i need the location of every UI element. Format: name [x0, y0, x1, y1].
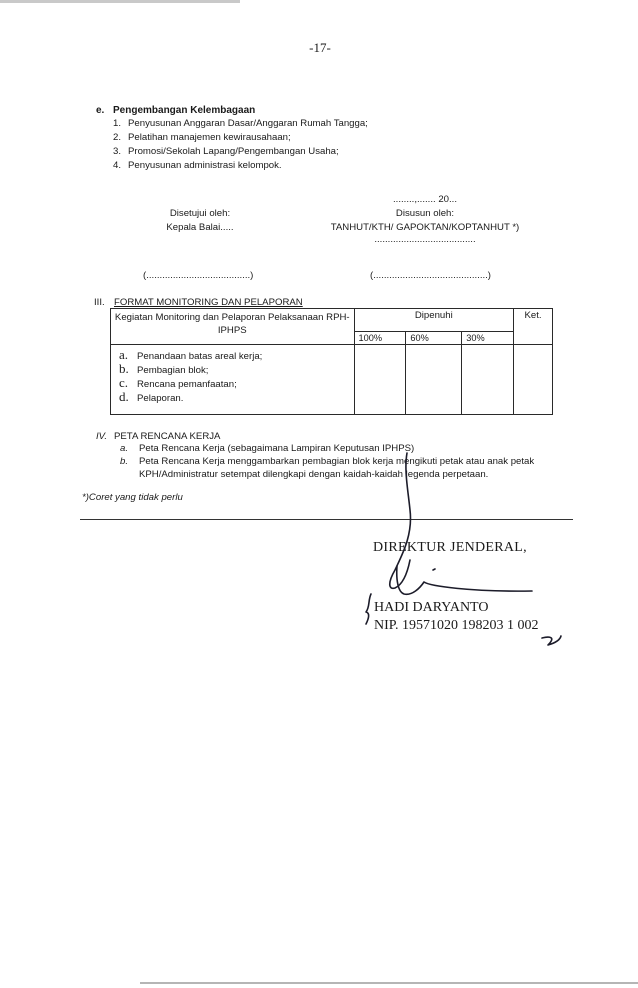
scan-edge-top: [0, 0, 240, 3]
section-e-list: [113, 117, 368, 173]
section-4-item-b-text-line2: KPH/Administratur setempat dilengkapi dengan kaidah-kaidah legenda perpetaan.: [139, 469, 489, 480]
signatory-name: HADI DARYANTO: [374, 600, 489, 615]
section-4-title: PETA RENCANA KERJA: [114, 431, 221, 442]
header-30-percent: 30%: [462, 332, 514, 345]
list-item: 1. Penyusunan Anggaran Dasar/Anggaran Rumah Tangga;: [113, 118, 368, 129]
table-row: c. Rencana pemanfaatan;: [119, 375, 237, 390]
activity-list-cell: [111, 345, 355, 415]
table-row: d. Pelaporan.: [119, 389, 184, 404]
left-signature-blank: (.......................................): [143, 270, 254, 281]
divider-line: [80, 519, 573, 520]
approved-by-label: Disetujui oleh:: [169, 208, 231, 219]
table-row: b. Pembagian blok;: [119, 361, 209, 376]
header-60-percent: 60%: [406, 332, 462, 345]
list-item: 2. Pelatihan manajemen kewirausahaan;: [113, 132, 291, 143]
cell-60-percent: [406, 345, 462, 415]
right-signature-blank: (...........................................): [370, 270, 492, 281]
section-3-number: III.: [94, 297, 105, 308]
date-line: ........,....... 20...: [393, 194, 457, 205]
prepared-by-role: TANHUT/KTH/ GAPOKTAN/KOPTANHUT *): [330, 222, 520, 233]
section-4-item-a-text: Peta Rencana Kerja (sebagaimana Lampiran Keputusan IPHPS): [139, 443, 415, 454]
list-item: 3. Promosi/Sekolah Lapang/Pengembangan Usaha;: [113, 146, 339, 157]
cell-100-percent: [354, 345, 406, 415]
section-4-item-b-text: Peta Rencana Kerja menggambarkan pembagian blok kerja mengikuti petak atau anak petak: [139, 456, 535, 467]
section-e-title: Pengembangan Kelembagaan: [113, 105, 256, 116]
header-100-percent: 100%: [354, 332, 406, 345]
signatory-nip: NIP. 19571020 198203 1 002: [374, 618, 539, 633]
section-4-item-a-letter: a.: [120, 443, 129, 454]
footnote: *)Coret yang tidak perlu: [82, 492, 183, 503]
section-3-title: FORMAT MONITORING DAN PELAPORAN: [114, 297, 303, 308]
section-e-marker: e.: [96, 105, 105, 116]
prepared-by-label: Disusun oleh:: [395, 208, 455, 219]
cell-30-percent: [462, 345, 514, 415]
cell-ket: [514, 345, 553, 415]
scan-edge-bottom: [140, 982, 638, 984]
header-ket: Ket.: [514, 309, 553, 345]
section-4-number: IV.: [96, 431, 108, 442]
monitoring-table: [110, 308, 553, 415]
section-4-item-b-letter: b.: [120, 456, 129, 467]
prepared-by-dots: ......................................: [374, 234, 476, 245]
approval-right: [320, 193, 530, 245]
page-number: -17-: [309, 40, 331, 55]
approval-left: [130, 207, 270, 235]
header-dipenuhi: Dipenuhi: [354, 309, 514, 332]
approved-by-role: Kepala Balai.....: [166, 222, 234, 233]
list-item: 4. Penyusunan administrasi kelompok.: [113, 160, 282, 171]
signatory-title: DIREKTUR JENDERAL,: [373, 540, 527, 555]
table-row: a. Penandaan batas areal kerja;: [119, 347, 263, 362]
header-kegiatan: Kegiatan Monitoring dan Pelaporan Pelaksanaan RPH-IPHPS: [111, 309, 355, 345]
